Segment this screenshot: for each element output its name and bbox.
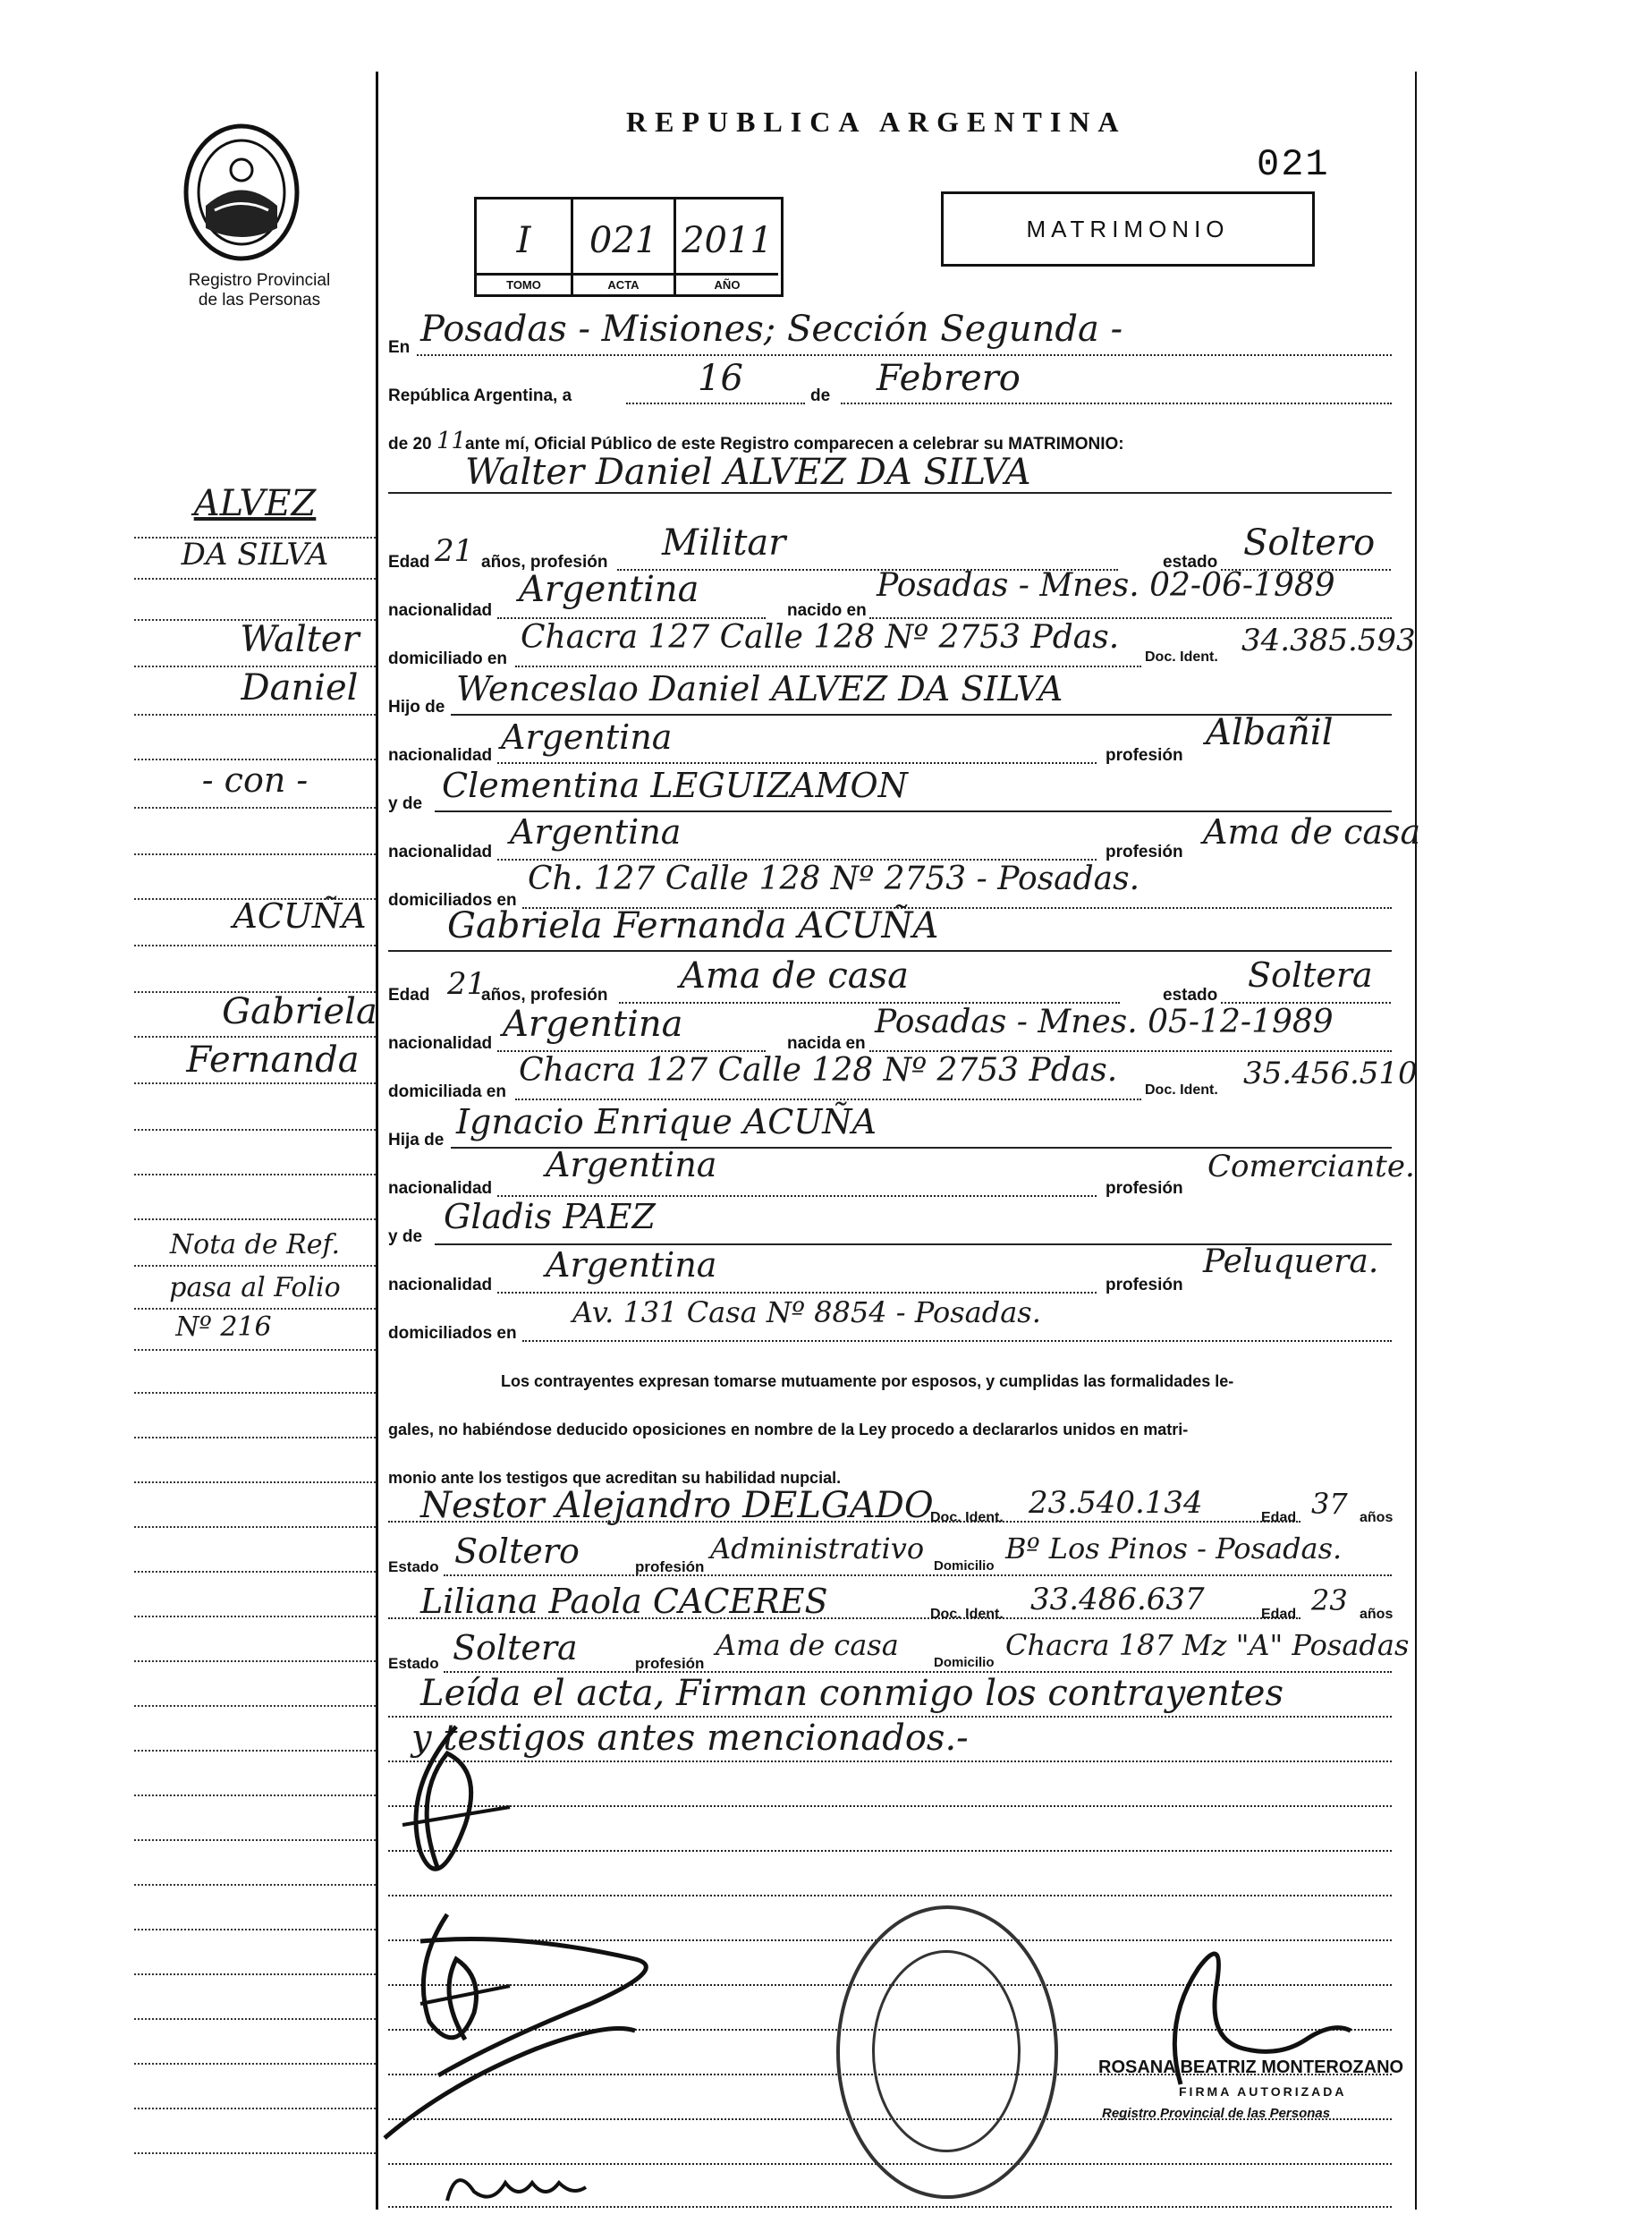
groom-madre-nac: Argentina xyxy=(510,812,682,852)
bride-estado-label: estado xyxy=(1163,986,1218,1005)
groom-madre-prof: Ama de casa xyxy=(1203,812,1421,852)
year-prefix: de 20 xyxy=(388,435,432,454)
bride-doc-label: Doc. Ident. xyxy=(1145,1082,1218,1098)
anio-value: 2011 xyxy=(682,220,773,261)
bride-nacida-label: nacida en xyxy=(787,1034,866,1053)
bride-padres-dom: Av. 131 Casa Nº 8854 - Posadas. xyxy=(572,1295,1041,1329)
bride-estado: Soltera xyxy=(1248,955,1373,995)
margin-surname: ALVEZ xyxy=(193,483,317,524)
bride-padre: Ignacio Enrique ACUÑA xyxy=(456,1102,877,1141)
groom-padre-nac: Argentina xyxy=(501,717,673,757)
witness1-name: Nestor Alejandro DELGADO xyxy=(420,1485,934,1526)
groom-nac-label: nacionalidad xyxy=(388,601,493,620)
republica-label: República Argentina, a xyxy=(388,386,572,405)
witness1-profesion: Administrativo xyxy=(710,1531,925,1565)
bride-madre-prof-label: profesión xyxy=(1106,1276,1183,1294)
groom-doc-label: Doc. Ident. xyxy=(1145,649,1218,665)
formula-line1: Los contrayentes expresan tomarse mutuamente por esposos, y cumplidas las formalidades le- xyxy=(501,1372,1234,1390)
registry-box xyxy=(474,197,784,297)
witness1-doc: 23.540.134 xyxy=(1029,1485,1203,1521)
groom-estado: Soltero xyxy=(1243,522,1376,564)
witness2-domicilio: Chacra 187 Mz "A" Posadas xyxy=(1005,1628,1410,1662)
acta-value: 021 xyxy=(573,199,676,273)
right-rule xyxy=(1415,72,1417,2210)
page-title: REPUBLICA ARGENTINA xyxy=(626,106,1127,138)
margin-note3: Nº 216 xyxy=(175,1311,272,1343)
margin-con: - con - xyxy=(201,760,309,800)
bride-domicilio: Chacra 127 Calle 128 Nº 2753 Pdas. xyxy=(519,1052,1118,1089)
closing-line1: Leída el acta, Firman conmigo los contrayentes xyxy=(420,1673,1283,1714)
en-label: En xyxy=(388,338,411,357)
groom-estado-label: estado xyxy=(1163,553,1218,572)
witness2-profesion: Ama de casa xyxy=(716,1628,899,1662)
groom-anos-label: años, profesión xyxy=(481,553,608,572)
margin-given1: Walter xyxy=(240,619,360,660)
formula-line2: gales, no habiéndose deducido oposiciones en nombre de la Ley procedo a declararlos unidos en matri- xyxy=(388,1421,1189,1438)
witness1-edad-label: Edad xyxy=(1261,1510,1297,1525)
groom-padre-prof-label: profesión xyxy=(1106,746,1183,765)
groom-domicilio: Chacra 127 Calle 128 Nº 2753 Pdas. xyxy=(521,619,1120,656)
groom-padres-dom-label: domiciliados en xyxy=(388,891,517,910)
de-label: de xyxy=(810,386,831,405)
groom-dom-label: domiciliado en xyxy=(388,649,508,668)
tomo-value: I xyxy=(477,199,573,273)
bride-nacida: Posadas - Mnes. 05-12-1989 xyxy=(875,1004,1334,1040)
day-value: 16 xyxy=(698,358,743,399)
margin-note2: pasa al Folio xyxy=(169,1272,341,1303)
bride-madre-prof: Peluquera. xyxy=(1203,1243,1379,1280)
acta-label: ACTA xyxy=(573,273,676,295)
margin-surname2: DA SILVA xyxy=(181,537,329,573)
bride-anos-label: años, profesión xyxy=(481,986,608,1005)
groom-profesion: Militar xyxy=(662,522,786,564)
document-type: MATRIMONIO xyxy=(941,191,1315,267)
official-title: FIRMA AUTORIZADA xyxy=(1179,2084,1347,2099)
margin-rule xyxy=(376,72,378,2210)
tomo-label: TOMO xyxy=(477,273,573,295)
margin-note1: Nota de Ref. xyxy=(169,1229,341,1260)
witness2-profesion-label: profesión xyxy=(635,1655,705,1672)
bride-nac-label: nacionalidad xyxy=(388,1034,493,1053)
witness2-doc-label: Doc. Ident. xyxy=(930,1607,1004,1622)
month-value: Febrero xyxy=(877,358,1021,399)
witness1-doc-label: Doc. Ident. xyxy=(930,1510,1004,1525)
groom-padre: Wenceslao Daniel ALVEZ DA SILVA xyxy=(456,669,1063,708)
groom-madre: Clementina LEGUIZAMON xyxy=(442,766,908,805)
groom-nacido: Posadas - Mnes. 02-06-1989 xyxy=(877,567,1335,604)
bride-padre-nac: Argentina xyxy=(546,1145,717,1184)
intro-text: ante mí, Oficial Público de este Registro comparecen a celebrar su MATRIMONIO: xyxy=(465,435,1124,454)
bride-doc: 35.456.510 xyxy=(1243,1056,1418,1091)
witness2-estado-label: Estado xyxy=(388,1655,439,1672)
groom-padre-nac-label: nacionalidad xyxy=(388,746,493,765)
closing-line2: y testigos antes mencionados.- xyxy=(411,1718,969,1759)
witness1-profesion-label: profesión xyxy=(635,1558,705,1575)
bride-padre-nac-label: nacionalidad xyxy=(388,1179,493,1198)
margin-bride-given1: Gabriela xyxy=(222,991,377,1032)
anio-label: AÑO xyxy=(676,273,778,295)
groom-padres-dom: Ch. 127 Calle 128 Nº 2753 - Posadas. xyxy=(528,861,1140,897)
signature-small xyxy=(438,2156,590,2210)
witness2-doc: 33.486.637 xyxy=(1030,1582,1205,1617)
org-name: Registro Provincial de las Personas xyxy=(188,271,331,310)
margin-bride-surname: ACUÑA xyxy=(233,896,367,936)
provincial-seal-icon xyxy=(179,121,304,264)
witness2-edad-label: Edad xyxy=(1261,1607,1297,1622)
bride-dom-label: domiciliada en xyxy=(388,1082,506,1101)
official-name: ROSANA BEATRIZ MONTEROZANO xyxy=(1098,2058,1404,2077)
groom-edad-label: Edad xyxy=(388,553,430,572)
witness2-domicilio-label: Domicilio xyxy=(934,1655,995,1670)
groom-madre-prof-label: profesión xyxy=(1106,843,1183,861)
bride-madre: Gladis PAEZ xyxy=(444,1197,656,1236)
formula-line3: monio ante los testigos que acreditan su habilidad nupcial. xyxy=(388,1469,842,1487)
groom-nacionalidad: Argentina xyxy=(519,569,699,610)
groom-nacido-label: nacido en xyxy=(787,601,867,620)
witness2-anos-label: años xyxy=(1360,1607,1394,1622)
witness2-name: Liliana Paola CACERES xyxy=(420,1582,828,1621)
official-org: Registro Provincial de las Personas xyxy=(1102,2106,1331,2121)
groom-madre-label: y de xyxy=(388,794,423,813)
bride-madre-nac-label: nacionalidad xyxy=(388,1276,493,1294)
witness2-edad: 23 xyxy=(1311,1583,1348,1617)
groom-edad: 21 xyxy=(435,533,474,569)
witness1-edad: 37 xyxy=(1311,1487,1348,1521)
bride-edad: 21 xyxy=(447,966,487,1002)
groom-padre-label: Hijo de xyxy=(388,698,445,717)
margin-bride-given2: Fernanda xyxy=(186,1039,360,1081)
witness2-estado: Soltera xyxy=(453,1628,578,1667)
signature-groom xyxy=(385,1718,528,1914)
bride-madre-nac: Argentina xyxy=(546,1245,717,1285)
witness1-estado: Soltero xyxy=(454,1531,580,1571)
margin-given2: Daniel xyxy=(241,667,359,708)
place-value: Posadas - Misiones; Sección Segunda - xyxy=(420,309,1123,350)
bride-profesion: Ama de casa xyxy=(680,955,909,997)
groom-name: Walter Daniel ALVEZ DA SILVA xyxy=(465,452,1031,493)
groom-doc: 34.385.593 xyxy=(1241,623,1416,658)
witness1-domicilio-label: Domicilio xyxy=(934,1558,995,1574)
witness1-estado-label: Estado xyxy=(388,1558,439,1575)
bride-nacionalidad: Argentina xyxy=(503,1004,683,1045)
bride-edad-label: Edad xyxy=(388,986,430,1005)
signature-witness2 xyxy=(376,2013,644,2147)
bride-padre-label: Hija de xyxy=(388,1131,445,1150)
bride-padre-prof: Comerciante. xyxy=(1207,1149,1415,1184)
groom-padre-prof: Albañil xyxy=(1206,712,1334,753)
bride-madre-label: y de xyxy=(388,1227,423,1246)
witness1-domicilio: Bº Los Pinos - Posadas. xyxy=(1005,1531,1343,1565)
witness1-anos-label: años xyxy=(1360,1510,1394,1525)
bride-name: Gabriela Fernanda ACUÑA xyxy=(447,905,939,946)
bride-padres-dom-label: domiciliados en xyxy=(388,1324,517,1343)
registry-stamp-inner-icon xyxy=(872,1950,1021,2152)
page-number: 021 xyxy=(1257,143,1330,186)
groom-madre-nac-label: nacionalidad xyxy=(388,843,493,861)
bride-padre-prof-label: profesión xyxy=(1106,1179,1183,1198)
year-value: 11 xyxy=(436,428,467,454)
